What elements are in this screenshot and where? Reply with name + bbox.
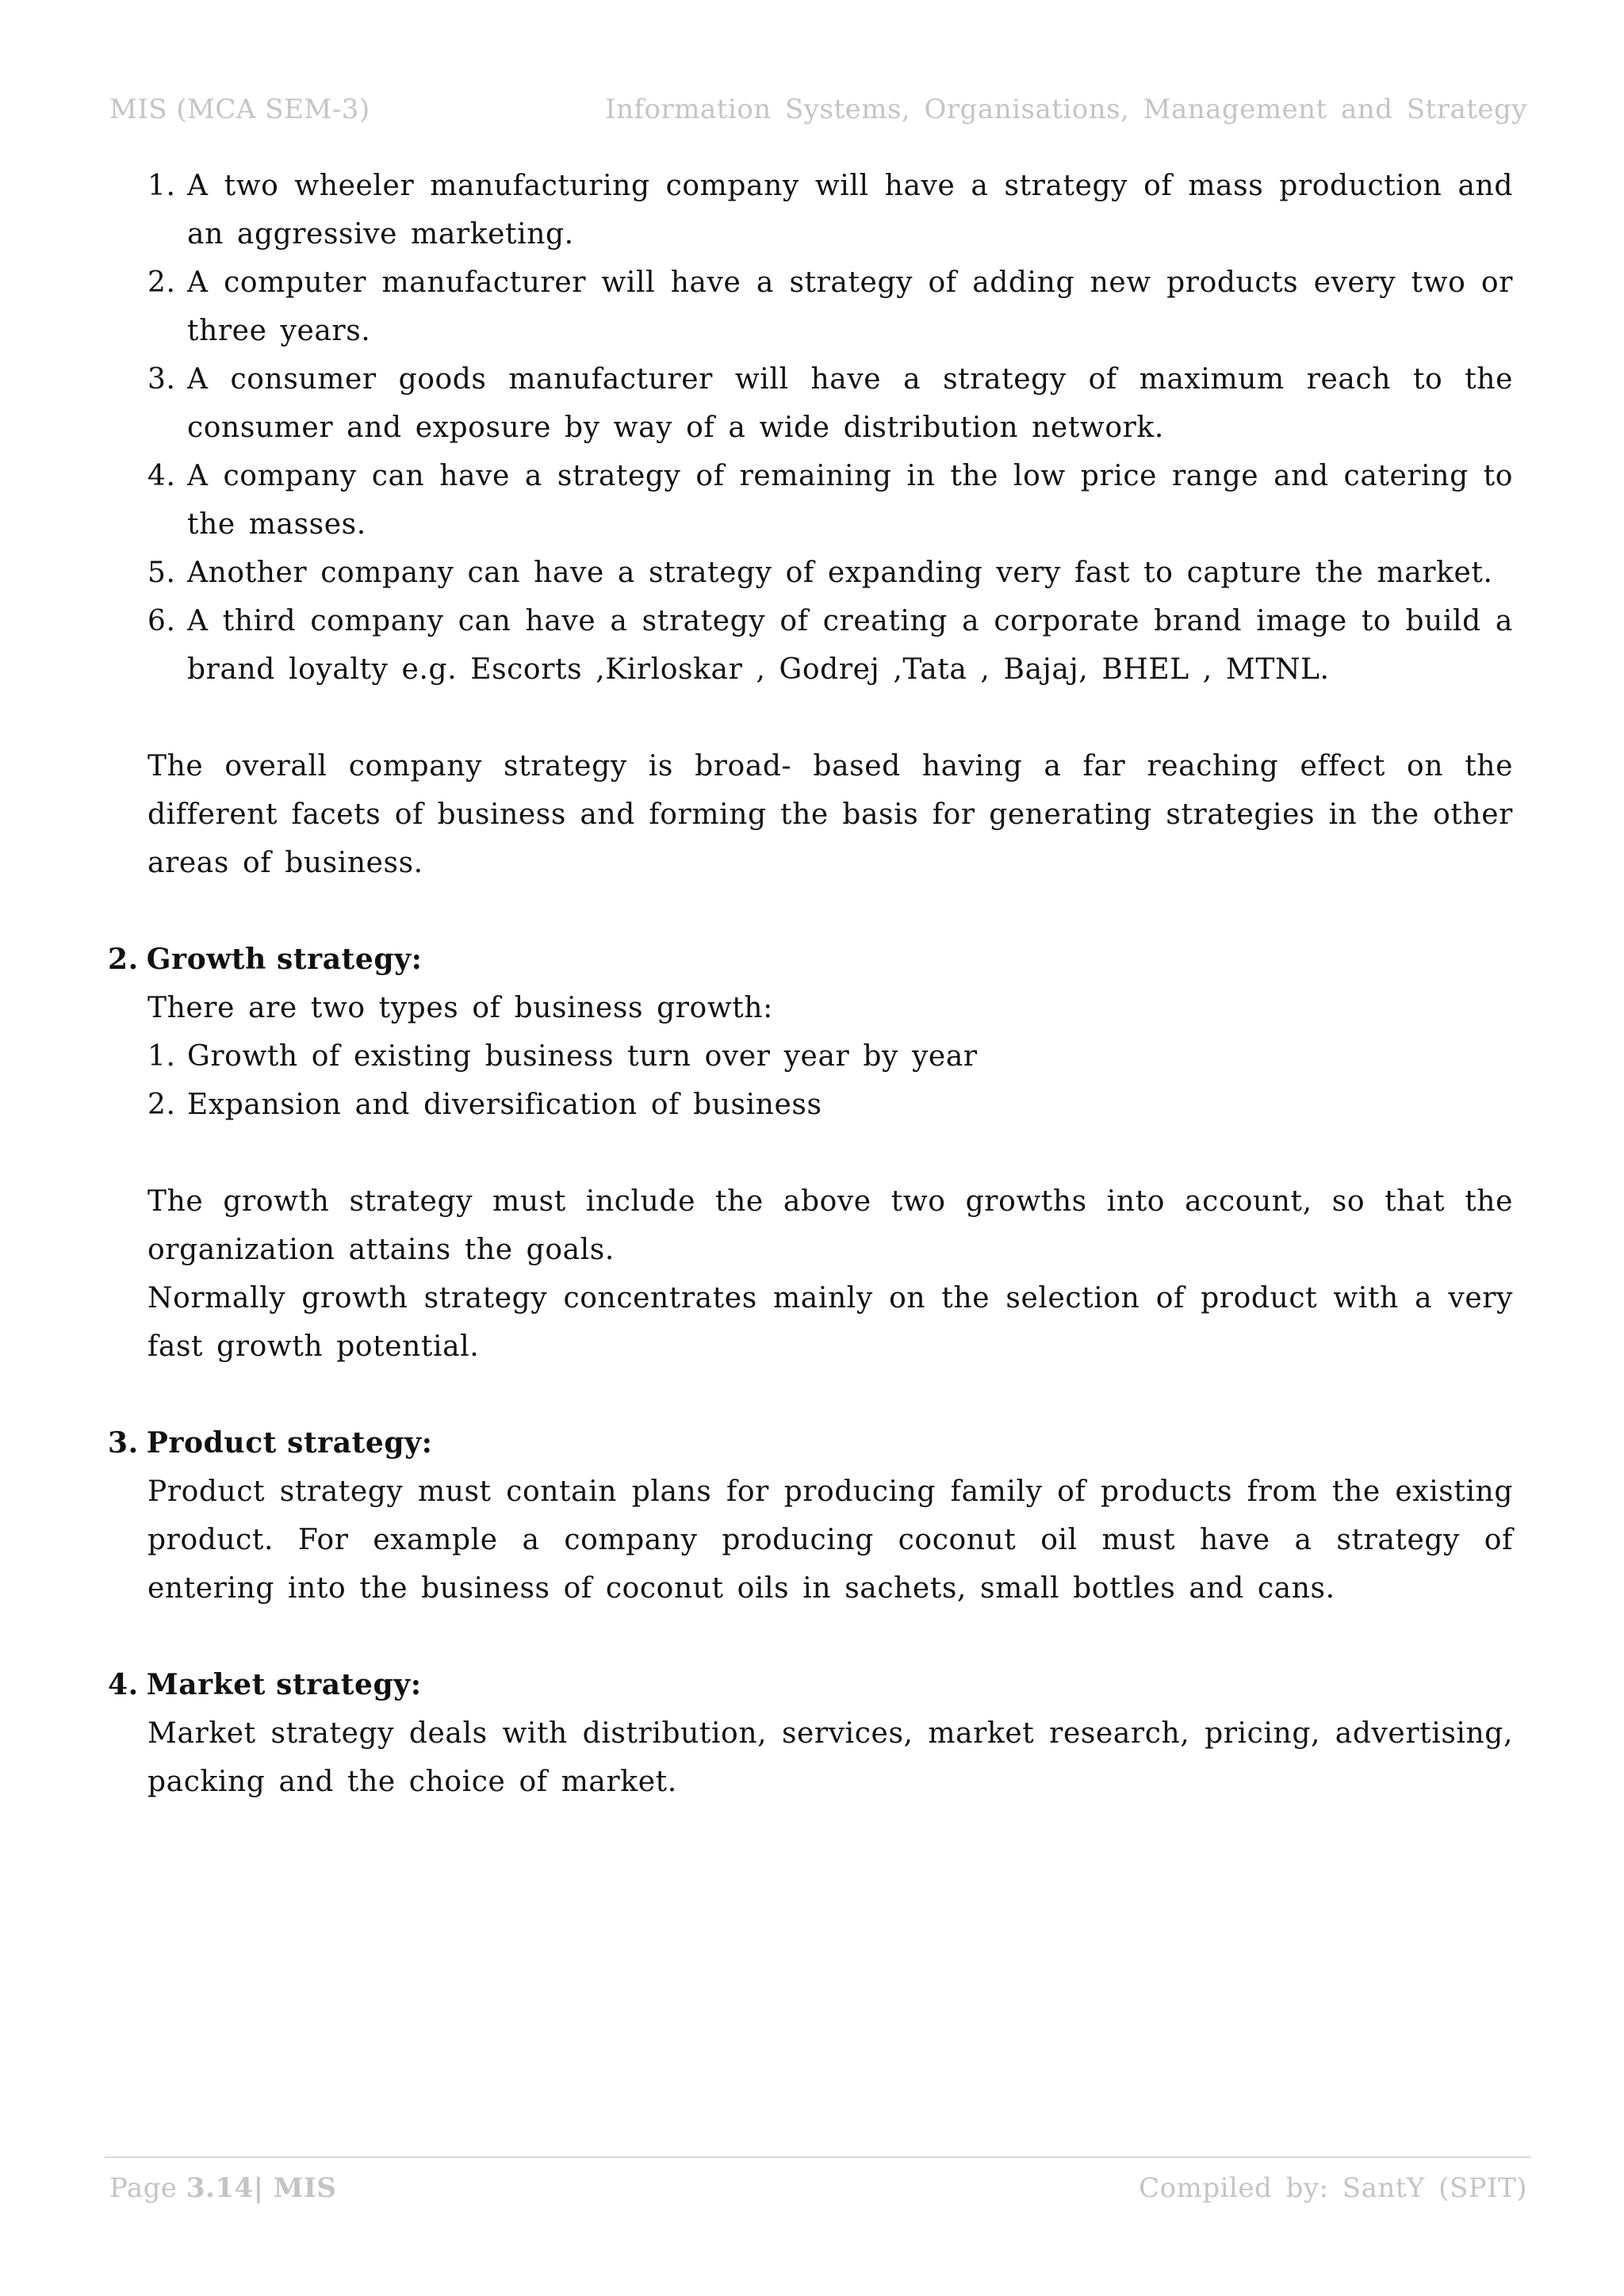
list-item-number: 3.: [147, 363, 176, 396]
growth-paragraph-2: Normally growth strategy concentrates mainly on the selection of product with a very fast growth potential.: [147, 1282, 1513, 1363]
list-item: [147, 355, 1513, 452]
heading-number: 3.: [108, 1426, 139, 1460]
list-item-number: 6.: [147, 605, 176, 637]
spacer: [147, 1613, 1513, 1661]
footer-page-prefix: Page: [109, 2172, 186, 2204]
spacer: [147, 1129, 1513, 1177]
footer-page-label: 3.14| MIS: [186, 2172, 337, 2204]
list-item-text: A two wheeler manufacturing company will have a strategy of mass production and an aggressive marketing.: [187, 170, 1513, 251]
list-item-text: A computer manufacturer will have a strategy of adding new products every two or three years.: [187, 266, 1513, 347]
list-item-number: 2.: [147, 1089, 176, 1121]
list-item-number: 2.: [147, 266, 176, 299]
growth-types-list: [147, 1032, 1513, 1129]
market-strategy-heading: [108, 1661, 1513, 1709]
list-item-text: A third company can have a strategy of creating a corporate brand image to build a brand loyalty e.g. Escorts ,Kirloskar , Godrej ,Tata , Bajaj, BHEL , MTNL.: [187, 605, 1513, 686]
heading-text: Product strategy:: [146, 1426, 433, 1460]
heading-text: Market strategy:: [146, 1668, 422, 1701]
heading-number: 2.: [108, 943, 139, 976]
list-item: [147, 452, 1513, 549]
list-item: [147, 258, 1513, 355]
growth-strategy-heading: [108, 936, 1513, 984]
heading-number: 4.: [108, 1668, 139, 1701]
footer-compiled-by: Compiled by: SantY (SPIT): [1139, 2172, 1527, 2204]
list-item: [147, 162, 1513, 258]
spacer: [147, 887, 1513, 936]
spacer: [147, 1371, 1513, 1419]
list-item-number: 5.: [147, 557, 176, 589]
list-item-text: A company can have a strategy of remaining in the low price range and catering to the masses.: [187, 460, 1513, 541]
footer-page-number: [109, 2172, 336, 2204]
product-strategy-paragraph: Product strategy must contain plans for producing family of products from the existing product. For example a company producing coconut oil must have a strategy of entering into the business of coconut oils in sachets, small bottles and cans.: [147, 1475, 1513, 1605]
market-strategy-paragraph: Market strategy deals with distribution, services, market research, pricing, advertising, packing and the choice of market.: [147, 1717, 1513, 1798]
list-item: [147, 597, 1513, 694]
growth-paragraph-1: The growth strategy must include the above two growths into account, so that the organization attains the goals.: [147, 1185, 1513, 1266]
heading-text: Growth strategy:: [146, 943, 423, 976]
header-course-title: MIS (MCA SEM-3): [109, 94, 370, 125]
page-header: [109, 94, 1527, 130]
footer-divider: [105, 2156, 1530, 2158]
list-item-text: Growth of existing business turn over year by year: [187, 1040, 978, 1073]
spacer: [147, 694, 1513, 742]
header-chapter-title: Information Systems, Organisations, Management and Strategy: [605, 94, 1527, 125]
growth-intro: There are two types of business growth:: [147, 992, 773, 1024]
document-body: [108, 162, 1513, 1806]
product-strategy-heading: [108, 1419, 1513, 1468]
list-item-number: 1.: [147, 1040, 176, 1073]
list-item-text: Expansion and diversification of business: [187, 1089, 822, 1121]
strategy-examples-list: [147, 162, 1513, 694]
list-item-text: Another company can have a strategy of expanding very fast to capture the market.: [187, 557, 1493, 589]
overall-strategy-paragraph: The overall company strategy is broad- based having a far reaching effect on the different facets of business and forming the basis for generating strategies in the other areas of business.: [147, 750, 1513, 879]
list-item-text: A consumer goods manufacturer will have a strategy of maximum reach to the consumer and exposure by way of a wide distribution network.: [187, 363, 1513, 444]
list-item: [147, 1032, 1513, 1081]
list-item: [147, 1081, 1513, 1129]
list-item-number: 1.: [147, 170, 176, 202]
list-item: [147, 549, 1513, 597]
list-item-number: 4.: [147, 460, 176, 492]
page-footer: [109, 2172, 1527, 2209]
